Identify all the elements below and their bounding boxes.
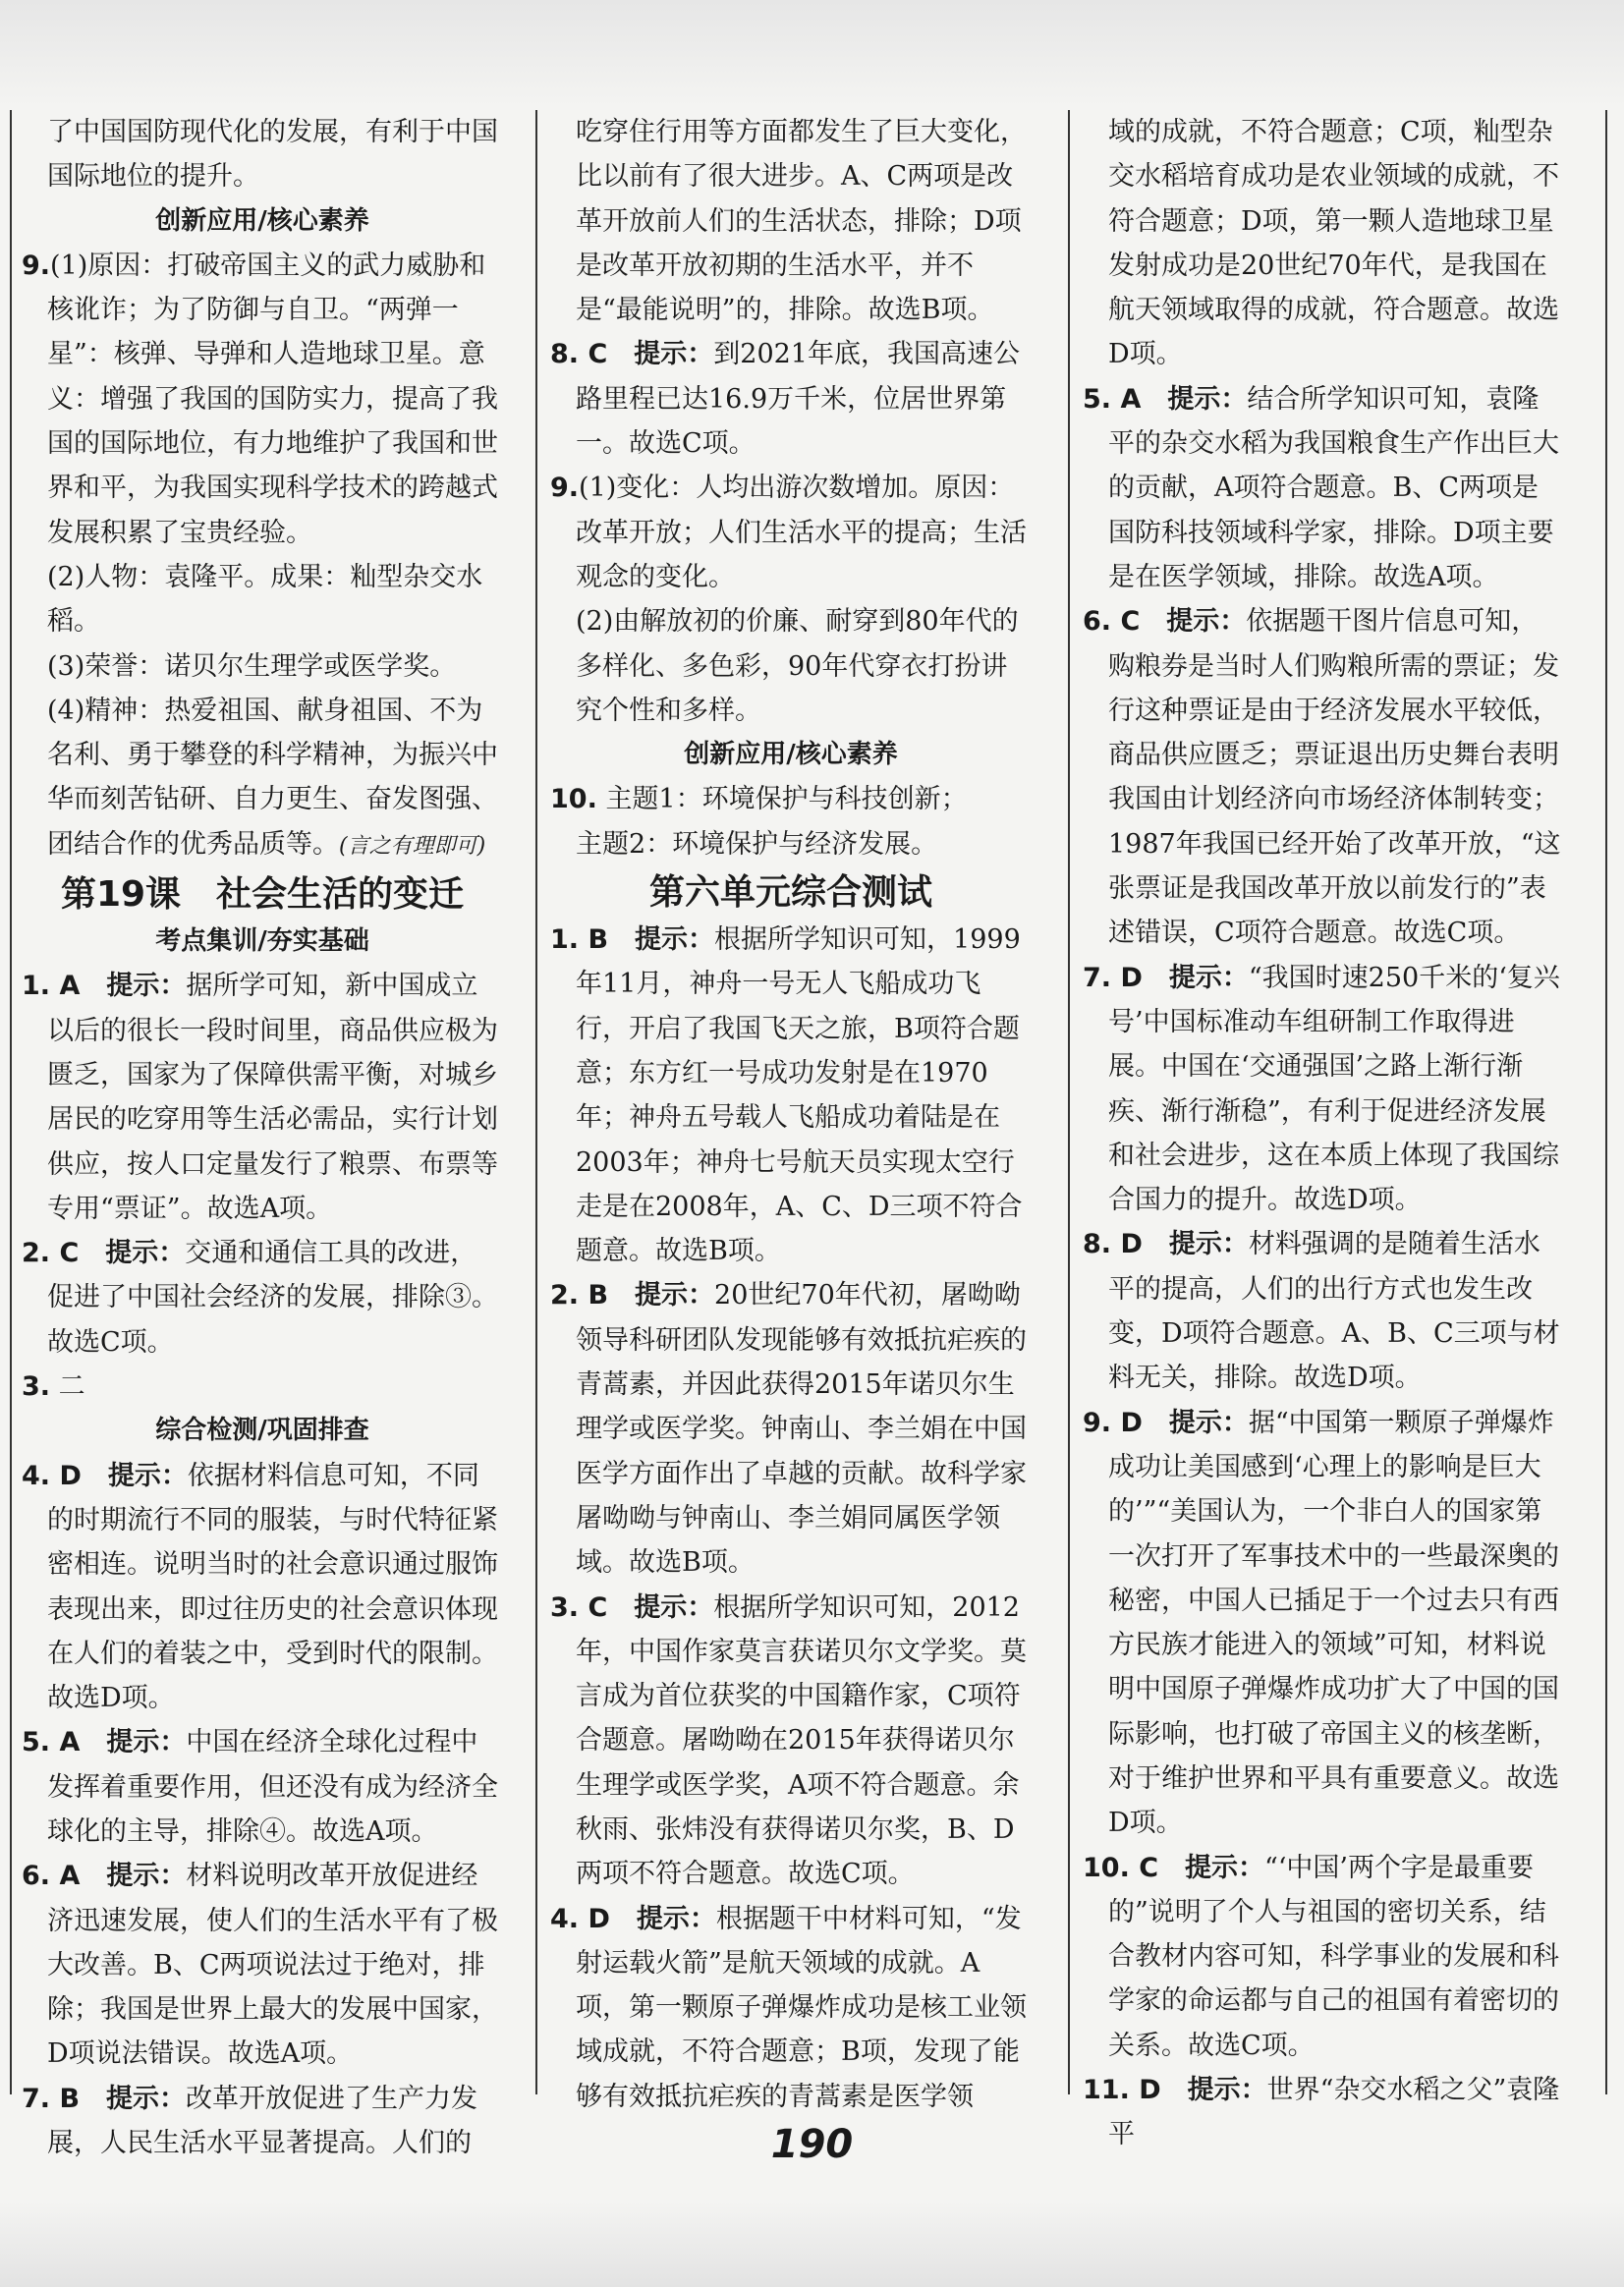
answer-item bbox=[22, 244, 503, 555]
answer-number: 9. D bbox=[1083, 1407, 1143, 1438]
answer-number: 1. A bbox=[22, 971, 81, 1002]
hint-label: 提示： bbox=[634, 339, 714, 370]
answer-number: 10. C bbox=[1083, 1852, 1159, 1883]
answer-text: 到2021年底，我国高速公路里程已达16.9万千米，位居世界第一。故选C项。 bbox=[576, 339, 1020, 460]
answer-text: (2)由解放初的价廉、耐穿到80年代的多样化、多色彩，90年代穿衣打扮讲究个性和多样。 bbox=[576, 606, 1019, 726]
column-1 bbox=[22, 110, 503, 2165]
answer-text: “‘中国’两个字是最重要的”说明了个人与祖国的密切关系，结合教材内容可知，科学事业的发展和科学家的命运都与自己的祖国有着密切的关系。故选C项。 bbox=[1108, 1852, 1559, 2061]
page-number: 190 bbox=[770, 2122, 854, 2167]
hint-label: 提示： bbox=[636, 1903, 716, 1934]
hint-label: 提示： bbox=[1168, 1407, 1249, 1438]
answer-number: 9. bbox=[22, 250, 51, 281]
bottom-margin bbox=[0, 2201, 1624, 2287]
answer-text: 根据题干中材料可知，“发射运载火箭”是航天领域的成就。A项，第一颗原子弹爆炸成功是核工业领域成就，不符合题意；B项，发现了能够有效抵抗疟疾的青蒿素是医学领 bbox=[576, 1903, 1027, 2112]
answer-text: 世界“杂交水稻之父”袁隆平 bbox=[1108, 2075, 1560, 2150]
answer-number: 9. bbox=[550, 473, 580, 504]
answer-item bbox=[1083, 956, 1564, 1223]
answer-number: 6. C bbox=[1083, 606, 1141, 638]
answer-number: 4. D bbox=[550, 1903, 610, 1934]
answer-text: 交通和通信工具的改进，促进了中国社会经济的发展，排除③。故选C项。 bbox=[47, 1238, 498, 1358]
answer-text: 依据题干图片信息可知，购粮券是当时人们购粮所需的票证；发行这种票证是由于经济发展水平较低，商品供应匮乏；票证退出历史舞台表明我国由计划经济向市场经济体制转变；1987年我国已经开始了改革开放，“这张票证是我国改革开放以前发行的”表述错误，C项符合题意。故选C项。 bbox=[1108, 606, 1561, 949]
answer-number: 7. D bbox=[1083, 962, 1143, 993]
answer-text: 材料强调的是随着生活水平的提高，人们的出行方式也发生改变，D项符合题意。A、B、C三项与材料无关，排除。故选D项。 bbox=[1108, 1229, 1560, 1394]
answer-number: 5. A bbox=[1083, 383, 1142, 415]
column-rule-1 bbox=[535, 110, 537, 2094]
answer-text: 结合所学知识可知，袁隆平的杂交水稻为我国粮食生产作出巨大的贡献，A项符合题意。B、C两项是国防科技领域科学家，排除。D项主要是在医学领域，排除。故选A项。 bbox=[1108, 383, 1559, 592]
answer-text: 20世纪70年代初，屠呦呦领导科研团队发现能够有效抵抗疟疾的青蒿素，并因此获得2015年诺贝尔生理学或医学奖。钟南山、李兰娟在中国医学方面作出了卓越的贡献。故科学家屠呦呦与钟南山、李兰娟同属医学领域。故选B项。 bbox=[576, 1280, 1027, 1579]
answer-text: 域的成就，不符合题意；C项，籼型杂交水稻培育成功是农业领域的成就，不符合题意；D项，第一颗人造地球卫星发射成功是20世纪70年代，是我国在航天领域取得的成就，符合题意。故选D项。 bbox=[1108, 117, 1559, 370]
answer-text: “我国时速250千米的‘复兴号’中国标准动车组研制工作取得进展。中国在‘交通强国’之路上渐行渐疾、渐行渐稳”，有利于促进经济发展和社会进步，这在本质上体现了我国综合国力的提升。故选D项。 bbox=[1108, 962, 1560, 1216]
answer-item bbox=[1083, 1222, 1564, 1400]
hint-label: 提示： bbox=[106, 1727, 187, 1758]
section-heading: 综合检测/巩固排查 bbox=[155, 1416, 369, 1446]
hint-label: 提示： bbox=[107, 1460, 188, 1491]
hint-label: 提示： bbox=[1187, 2075, 1267, 2106]
answer-item bbox=[550, 777, 1032, 821]
answer-text: 据“中国第一颗原子弹爆炸成功让美国感到‘心理上的影响是巨大的’”“美国认为，一个非白人的国家第一次打开了军事技术中的一些最深奥的秘密，中国人已插足于一个过去只有西方民族才能进入的领域”可知，材料说明中国原子弹爆炸成功扩大了中国的国际影响，也打破了帝国主义的核垄断，对于维护世界和平具有重要意义。故选D项。 bbox=[1108, 1407, 1559, 1839]
answer-text: (1)变化：人均出游次数增加。原因：改革开放；人们生活水平的提高；生活观念的变化。 bbox=[576, 473, 1027, 592]
hint-label: 提示： bbox=[1168, 962, 1249, 993]
answer-number: 3. C bbox=[550, 1591, 608, 1623]
answer-text: 二 bbox=[58, 1371, 85, 1403]
hint-label: 提示： bbox=[105, 1238, 186, 1269]
answer-text: 吃穿住行用等方面都发生了巨大变化，比以前有了很大进步。A、C两项是改革开放前人们的生活状态，排除；D项是改革开放初期的生活水平，并不是“最能说明”的，排除。故选B项。 bbox=[576, 117, 1027, 326]
answer-text: 主题2：环境保护与经济发展。 bbox=[576, 828, 938, 860]
answer-number: 5. A bbox=[22, 1727, 81, 1758]
section-heading: 创新应用/核心素养 bbox=[684, 740, 898, 770]
answer-text: 中国在经济全球化过程中发挥着重要作用，但还没有成为经济全球化的主导，排除④。故选A项。 bbox=[47, 1727, 498, 1847]
hint-label: 提示： bbox=[1185, 1852, 1265, 1883]
answer-item bbox=[550, 1586, 1032, 1897]
answer-item bbox=[1083, 1401, 1564, 1846]
lesson-title: 第19课 社会生活的变迁 bbox=[60, 874, 465, 916]
answer-text: (2)人物：袁隆平。成果：籼型杂交水稻。 bbox=[47, 561, 483, 638]
hint-label: 提示： bbox=[1167, 383, 1248, 415]
answer-text: 依据材料信息可知，不同的时期流行不同的服装，与时代特征紧密相连。说明当时的社会意识通过服饰表现出来，即过往历史的社会意识体现在人们的着装之中，受到时代的限制。故选D项。 bbox=[47, 1460, 498, 1714]
answer-item bbox=[1083, 599, 1564, 955]
answer-item bbox=[22, 689, 503, 868]
answer-item bbox=[550, 918, 1032, 1273]
column-3 bbox=[1083, 110, 1564, 2157]
answer-number: 11. D bbox=[1083, 2075, 1161, 2106]
hint-label: 提示： bbox=[634, 1591, 714, 1623]
answer-item bbox=[1083, 377, 1564, 599]
answer-item bbox=[22, 1231, 503, 1365]
answer-text: 材料说明改革开放促进经济迅速发展，使人们的生活水平有了极大改善。B、C两项说法过于绝对，排除；我国是世界上最大的发展中国家，D项说法错误。故选A项。 bbox=[47, 1861, 498, 2070]
unit-title: 第六单元综合测试 bbox=[648, 872, 932, 914]
hint-label: 提示： bbox=[106, 971, 187, 1002]
answer-item bbox=[550, 1273, 1032, 1585]
answer-number: 1. B bbox=[550, 924, 609, 956]
answer-item bbox=[22, 1454, 503, 1721]
answer-text: (3)荣誉：诺贝尔生理学或医学奖。 bbox=[47, 650, 457, 682]
answer-item bbox=[550, 332, 1032, 466]
hint-label: 提示： bbox=[106, 2083, 187, 2114]
answer-note: (言之有理即可) bbox=[339, 833, 486, 859]
answer-text: 改革开放促进了生产力发展，人民生活水平显著提高。人们的 bbox=[47, 2083, 478, 2159]
column-rule-right bbox=[1605, 110, 1607, 2094]
hint-label: 提示： bbox=[635, 924, 715, 956]
answer-number: 7. B bbox=[22, 2083, 81, 2114]
answer-item bbox=[22, 964, 503, 1231]
answer-item bbox=[22, 1720, 503, 1854]
hint-label: 提示： bbox=[1168, 1229, 1249, 1260]
top-margin bbox=[0, 0, 1624, 108]
answer-item bbox=[22, 1365, 503, 1409]
hint-label: 提示： bbox=[106, 1861, 187, 1892]
answer-number: 6. A bbox=[22, 1861, 81, 1892]
hint-label: 提示： bbox=[635, 1280, 715, 1311]
answer-text: (4)精神：热爱祖国、献身祖国、不为名利、勇于攀登的科学精神，为振兴中华而刻苦钻研、自力更生、奋发图强、团结合作的优秀品质等。 bbox=[47, 695, 498, 860]
section-heading: 创新应用/核心素养 bbox=[155, 205, 369, 236]
section-heading: 考点集训/夯实基础 bbox=[155, 926, 369, 957]
answer-item bbox=[550, 1897, 1032, 2119]
answer-number: 10. bbox=[550, 784, 597, 815]
answer-text: (1)原因：打破帝国主义的武力威胁和核讹诈；为了防御与自卫。“两弹一星”：核弹、导弹和人造地球卫星。意义：增强了我国的国防实力，提高了我国的国际地位，有力地维护了我国和世界和平，为我国实现科学技术的跨越式发展积累了宝贵经验。 bbox=[47, 250, 498, 548]
answer-text: 据所学可知，新中国成立以后的很长一段时间里，商品供应极为匮乏，国家为了保障供需平衡，对城乡居民的吃穿用等生活必需品，实行计划供应，按人口定量发行了粮票、布票等专用“票证”。故选A项。 bbox=[47, 971, 498, 1224]
answer-number: 3. bbox=[22, 1371, 51, 1403]
answer-item bbox=[22, 1854, 503, 2076]
answer-item bbox=[550, 466, 1032, 599]
answer-item bbox=[1083, 1846, 1564, 2068]
hint-label: 提示： bbox=[1166, 606, 1247, 638]
text-line: 了中国国防现代化的发展，有利于中国国际地位的提升。 bbox=[47, 117, 498, 193]
answer-text: 根据所学知识可知，2012年，中国作家莫言获诺贝尔文学奖。莫言成为首位获奖的中国籍作家，C项符合题意。屠呦呦在2015年获得诺贝尔生理学或医学奖，A项不符合题意。余秋雨、张炜没有获得诺贝尔奖，B、D两项不符合题意。故选C项。 bbox=[576, 1591, 1027, 1890]
answer-text: 根据所学知识可知，1999年11月，神舟一号无人飞船成功飞行，开启了我国飞天之旅，B项符合题意；东方红一号成功发射是在1970年；神舟五号载人飞船成功着陆是在2003年；神舟七号航天员实现太空行走是在2008年，A、C、D三项不符合题意。故选B项。 bbox=[576, 924, 1023, 1267]
answer-number: 2. B bbox=[550, 1280, 609, 1311]
answer-number: 8. D bbox=[1083, 1229, 1143, 1260]
column-2 bbox=[550, 110, 1032, 2119]
answer-number: 8. C bbox=[550, 339, 608, 370]
answer-number: 2. C bbox=[22, 1238, 80, 1269]
column-rule-left bbox=[10, 110, 12, 2094]
column-rule-2 bbox=[1068, 110, 1070, 2094]
answer-text: 主题1：环境保护与科技创新； bbox=[605, 784, 968, 815]
answer-number: 4. D bbox=[22, 1460, 82, 1491]
